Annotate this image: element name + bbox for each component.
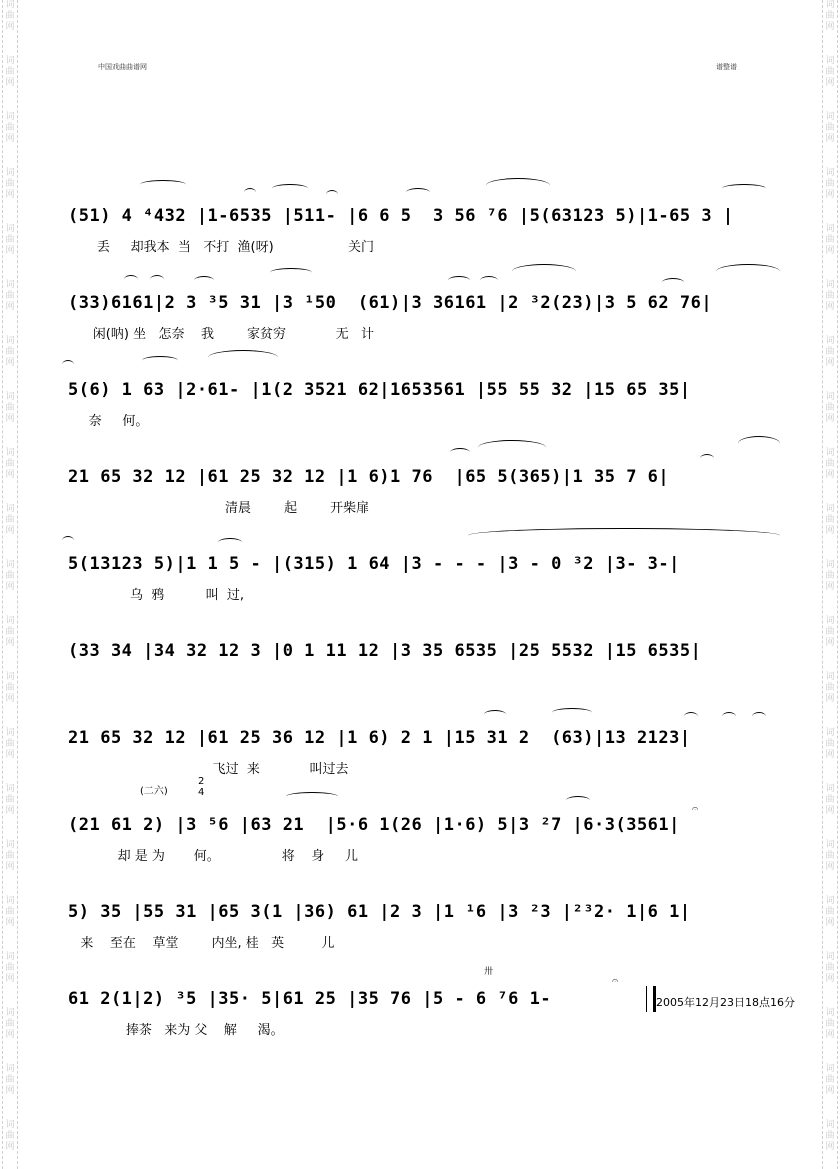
slur bbox=[272, 184, 308, 193]
watermark-glyphs: 词 曲 网 bbox=[5, 112, 15, 144]
watermark-glyphs: 词 曲 网 bbox=[825, 56, 835, 88]
slur bbox=[244, 188, 256, 197]
watermark-glyphs: 词 曲 网 bbox=[5, 168, 15, 200]
slur bbox=[140, 180, 186, 189]
watermark-glyphs: 词 曲 网 bbox=[825, 616, 835, 648]
score-row-6-notes: (33 34 |34 32 12 3 |0 1 11 12 |3 35 6535 |25 5532 |15 6535| bbox=[68, 641, 702, 661]
score-row-9-lyrics: 来 至在 草堂 内坐, 桂 英 儿 bbox=[68, 936, 335, 951]
watermark-glyphs: 词 曲 网 bbox=[5, 896, 15, 928]
watermark-glyphs: 词 曲 网 bbox=[5, 616, 15, 648]
watermark-glyphs: 词 曲 网 bbox=[5, 504, 15, 536]
slur bbox=[478, 440, 546, 455]
watermark-glyphs: 词 曲 网 bbox=[5, 56, 15, 88]
slur bbox=[716, 264, 780, 279]
watermark-glyphs: 词 曲 网 bbox=[825, 952, 835, 984]
watermark-glyphs: 词 曲 网 bbox=[825, 392, 835, 424]
section-label: (二六) bbox=[140, 786, 168, 797]
time-signature-top: 2 bbox=[198, 776, 205, 787]
score-row-5-notes: 5(13123 5)|1 1 5 - |(315) 1 64 |3 - - - |3 - 0 ³2 |3- 3-| bbox=[68, 554, 680, 574]
score-row-4-notes: 21 65 32 12 |61 25 32 12 |1 6)1 76 |65 5(365)|1 35 7 6| bbox=[68, 467, 670, 487]
slur bbox=[552, 708, 592, 717]
slur bbox=[270, 268, 312, 277]
watermark-glyphs: 词 曲 网 bbox=[5, 952, 15, 984]
watermark-glyphs: 词 曲 网 bbox=[825, 784, 835, 816]
watermark-glyphs: 词 曲 网 bbox=[825, 1008, 835, 1040]
watermark-glyphs: 词 曲 网 bbox=[5, 728, 15, 760]
slur bbox=[480, 276, 498, 285]
header-left-source: 中国戏曲曲谱网 bbox=[98, 63, 147, 71]
slur bbox=[62, 536, 74, 545]
watermark-glyphs: 词 曲 网 bbox=[5, 280, 15, 312]
slur bbox=[142, 356, 178, 365]
slur bbox=[486, 178, 550, 193]
slur bbox=[150, 275, 164, 284]
watermark-glyphs: 词 曲 网 bbox=[5, 336, 15, 368]
watermark-glyphs: 词 曲 网 bbox=[825, 336, 835, 368]
watermark-glyphs: 词 曲 网 bbox=[5, 840, 15, 872]
final-barline bbox=[646, 986, 656, 1012]
score-row-7-notes: 21 65 32 12 |61 25 36 12 |1 6) 2 1 |15 31 2 (63)|13 2123| bbox=[68, 728, 691, 748]
mark-sa: 卅 bbox=[484, 967, 494, 977]
slur bbox=[722, 712, 736, 721]
watermark-glyphs: 词 曲 网 bbox=[825, 560, 835, 592]
slur bbox=[286, 792, 338, 801]
slur bbox=[512, 264, 576, 279]
time-signature-bottom: 4 bbox=[198, 787, 205, 798]
slur bbox=[468, 528, 780, 543]
watermark-glyphs: 词 曲 网 bbox=[825, 672, 835, 704]
score-row-4-lyrics: 清晨 起 开柴扉 bbox=[68, 501, 370, 516]
slur bbox=[484, 710, 506, 719]
score-row-8-lyrics: 却 是 为 何。 将 身 儿 bbox=[68, 849, 358, 864]
fermata-icon: 𝄐 bbox=[612, 974, 619, 987]
watermark-glyphs: 词 曲 网 bbox=[5, 1008, 15, 1040]
slur bbox=[194, 276, 214, 285]
watermark-glyphs: 词 曲 网 bbox=[825, 448, 835, 480]
score-row-3-notes: 5(6) 1 63 |2·61- |1(2 3521 62|1653561 |55 55 32 |15 65 35| bbox=[68, 380, 691, 400]
watermark-glyphs: 词 曲 网 bbox=[5, 1120, 15, 1152]
score-row-2-lyrics: 闲(呐) 坐 怎奈 我 家贫穷 无 计 bbox=[68, 327, 375, 342]
date-stamp: 2005年12月23日18点16分 bbox=[656, 996, 795, 1009]
watermark-glyphs: 词 曲 网 bbox=[825, 1120, 835, 1152]
slur bbox=[326, 190, 338, 199]
watermark-glyphs: 词 曲 网 bbox=[825, 728, 835, 760]
watermark-glyphs: 词 曲 网 bbox=[5, 224, 15, 256]
slur bbox=[450, 448, 470, 457]
slur bbox=[662, 278, 684, 287]
header-right-title: 谱整谱 bbox=[716, 63, 737, 71]
slur bbox=[722, 184, 766, 193]
watermark-glyphs: 词 曲 网 bbox=[825, 168, 835, 200]
score-row-1-lyrics: 丢 却我本 当 不打 渔(呀) 关门 bbox=[68, 240, 375, 255]
slur bbox=[738, 436, 780, 451]
watermark-glyphs: 词 曲 网 bbox=[825, 896, 835, 928]
watermark-glyphs: 词 曲 网 bbox=[825, 224, 835, 256]
score-row-10-lyrics: 捧茶 来为 父 解 渴。 bbox=[68, 1023, 284, 1038]
watermark-glyphs: 词 曲 网 bbox=[5, 560, 15, 592]
time-signature bbox=[198, 776, 204, 798]
watermark-glyphs: 词 曲 网 bbox=[5, 1064, 15, 1096]
slur bbox=[448, 276, 470, 285]
watermark-glyphs: 词 曲 网 bbox=[5, 784, 15, 816]
watermark-glyphs: 词 曲 网 bbox=[5, 448, 15, 480]
slur bbox=[752, 712, 766, 721]
watermark-glyphs: 词 曲 网 bbox=[825, 1064, 835, 1096]
score-row-10-notes: 61 2(1|2) ³5 |35· 5|61 25 |35 76 |5 - 6 ⁷6 1- bbox=[68, 989, 552, 1009]
score-row-1-notes: (51) 4 ⁴432 |1-6535 |511- |6 6 5 3 56 ⁷6 |5(63123 5)|1-65 3 | bbox=[68, 206, 734, 226]
slur bbox=[700, 454, 714, 463]
score-row-3-lyrics: 奈 何。 bbox=[68, 414, 149, 429]
score-row-9-notes: 5) 35 |55 31 |65 3(1 |36) 61 |2 3 |1 ¹6 |3 ²3 |²³2· 1|6 1| bbox=[68, 902, 691, 922]
slur bbox=[124, 275, 138, 284]
watermark-glyphs: 词 曲 网 bbox=[825, 0, 835, 32]
slur bbox=[218, 538, 242, 547]
watermark-glyphs: 词 曲 网 bbox=[5, 392, 15, 424]
slur bbox=[406, 188, 430, 197]
watermark-glyphs: 词 曲 网 bbox=[825, 504, 835, 536]
slur bbox=[208, 350, 278, 365]
watermark-glyphs: 词 曲 网 bbox=[825, 840, 835, 872]
score-row-8-notes: (21 61 2) |3 ⁵6 |63 21 |5·6 1(26 |1·6) 5|3 ²7 |6·3(3561| bbox=[68, 815, 680, 835]
watermark-glyphs: 词 曲 网 bbox=[5, 672, 15, 704]
slur bbox=[684, 712, 698, 721]
slur bbox=[62, 360, 74, 369]
watermark-glyphs: 词 曲 网 bbox=[825, 112, 835, 144]
fermata-icon: 𝄐 bbox=[692, 802, 699, 815]
score-row-5-lyrics: 乌 鸦 叫 过, bbox=[68, 588, 244, 603]
watermark-glyphs: 词 曲 网 bbox=[825, 280, 835, 312]
score-row-7-lyrics: 飞过 来 叫过去 bbox=[68, 762, 349, 777]
slur bbox=[566, 796, 590, 805]
score-row-2-notes: (33)6161|2 3 ³5 31 |3 ¹50 (61)|3 36161 |2 ³2(23)|3 5 62 76| bbox=[68, 293, 713, 313]
watermark-glyphs: 词 曲 网 bbox=[5, 0, 15, 32]
